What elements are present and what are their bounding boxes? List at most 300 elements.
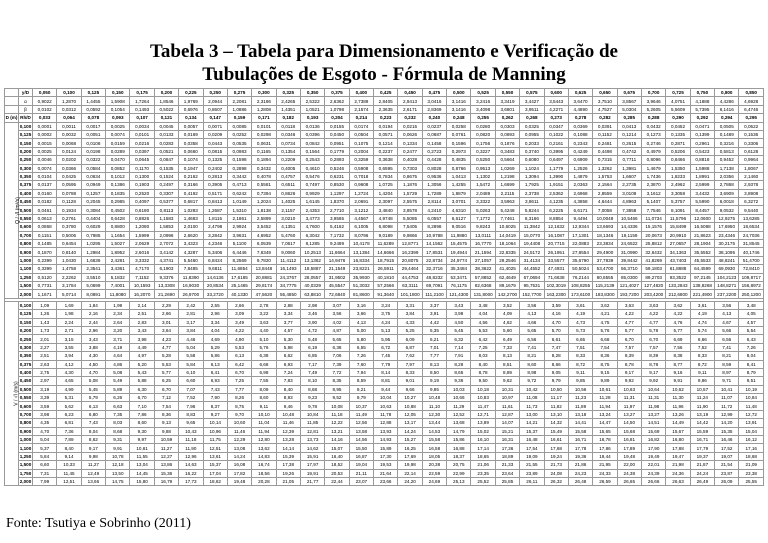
title-line-1: Tabela 3 – Tabela para Dimensionamento e Verificação de [150, 41, 618, 62]
value-cell: 0,0198 [81, 147, 105, 155]
value-cell: 0,3905 [203, 181, 227, 189]
diameter-cell: 1,250 [19, 274, 32, 280]
value-cell: 10,08 [325, 402, 349, 410]
value-cell: 0,5250 [471, 156, 495, 164]
value-cell: 41,4025 [495, 265, 519, 273]
value-cell: 11,6289 [374, 240, 398, 248]
value-cell: 25,8812 [641, 240, 665, 248]
col-header-yd: 0,475 [422, 89, 446, 97]
value-cell: 26,49 [690, 477, 714, 485]
value-cell: 0,0155 [325, 122, 349, 130]
value-cell: 6,1903 [154, 265, 178, 273]
value-cell: 8,59 [349, 377, 373, 385]
col-header-yd: 0,525 [471, 89, 495, 97]
beta-cell: 0,0592 [81, 105, 105, 113]
value-cell: 9,17 [617, 368, 641, 376]
value-cell: 25,55 [739, 477, 764, 485]
diameter-cell: 1,100 [19, 445, 32, 451]
alpha-cell: 1,9769 [179, 97, 203, 105]
col-header-yd: 0,675 [617, 89, 641, 97]
value-cell: 8,83 [179, 410, 203, 418]
value-cell: 3,5510 [81, 273, 105, 281]
value-cell: 0,7834 [374, 172, 398, 180]
value-cell: 1,0725 [374, 181, 398, 189]
value-cell: 6,60 [179, 377, 203, 385]
value-cell: 56,3710 [617, 265, 641, 273]
col-header-yd: 0,550 [495, 89, 519, 97]
value-cell: 17,82 [227, 469, 251, 477]
value-cell: 2,4353 [300, 206, 324, 214]
value-cell: 14,50 [617, 419, 641, 427]
alpha-cell: 2,8405 [374, 97, 398, 105]
value-cell: 0,0118 [276, 122, 300, 130]
value-cell: 13,93 [374, 427, 398, 435]
header-row-yd [5, 89, 764, 97]
value-cell: 0,9608 [349, 181, 373, 189]
value-cell: 4,22 [617, 310, 641, 318]
value-cell: 5,5990 [690, 198, 714, 206]
value-cell: 5,76 [252, 343, 276, 351]
value-cell: 3,0210 [276, 214, 300, 222]
value-cell: 1,2024 [252, 198, 276, 206]
value-cell: 2,6016 [130, 248, 154, 256]
value-cell: 0,0025 [33, 147, 57, 155]
beta-cell: 5,7395 [690, 105, 714, 113]
value-cell: 5,73 [568, 326, 592, 334]
value-cell: 48,8241 [715, 256, 739, 264]
value-cell: 7,25 [471, 343, 495, 351]
value-cell: 12,29 [227, 436, 251, 444]
value-cell: 9,50 [471, 377, 495, 385]
value-cell: 48,8232 [422, 273, 446, 281]
alpha-cell: 2,5322 [300, 97, 324, 105]
value-cell: 4,1235 [544, 198, 568, 206]
value-cell: 2,6968 [568, 189, 592, 197]
value-cell: 2,0100 [179, 223, 203, 231]
value-cell: 14,75 [106, 477, 130, 485]
value-cell: 5,30 [276, 335, 300, 343]
value-cell: 11,85 [300, 419, 324, 427]
value-cell: 7,39 [325, 360, 349, 368]
value-cell: 14,6666 [374, 248, 398, 256]
value-cell: 10,27 [398, 394, 422, 402]
value-cell: 8,60 [130, 419, 154, 427]
value-cell: 9,85 [422, 385, 446, 393]
diameter-cell: 1,500 [19, 283, 32, 289]
value-cell: 8,72 [568, 360, 592, 368]
value-cell: 0,0258 [447, 122, 471, 130]
value-cell: 0,2893 [325, 156, 349, 164]
value-cell: 15,35 [715, 427, 739, 435]
alpha-cell: 1,2870 [57, 97, 81, 105]
value-cell: 4,6952 [252, 231, 276, 239]
value-cell: 15,68 [617, 427, 641, 435]
value-cell: 6,93 [203, 377, 227, 385]
value-cell: 3,09 [227, 310, 251, 318]
alpha-cell: 4,4286 [715, 97, 739, 105]
value-cell: 9,14 [57, 452, 81, 460]
value-cell: 4,40 [252, 326, 276, 334]
value-cell: 8,28 [544, 352, 568, 360]
value-cell: 0,0136 [300, 122, 324, 130]
value-cell: 24,5172 [520, 248, 544, 256]
value-cell: 3,4323 [179, 240, 203, 248]
value-cell: 0,1354 [276, 147, 300, 155]
value-cell: 2,64 [106, 318, 130, 326]
value-cell: 2,66 [154, 310, 178, 318]
value-cell: 8,51 [495, 360, 519, 368]
value-cell: 13,21 [325, 427, 349, 435]
value-cell: 0,0346 [276, 130, 300, 138]
value-cell: 15,39 [276, 452, 300, 460]
value-cell: 10,18 [471, 385, 495, 393]
value-cell: 0,1170 [130, 164, 154, 172]
value-cell: 0,8466 [666, 156, 690, 164]
value-cell: 4,50 [81, 360, 105, 368]
value-cell: 4,70 [33, 427, 57, 435]
value-cell: 11,45 [57, 469, 81, 477]
value-cell: 0,0209 [203, 130, 227, 138]
value-cell: 7,86 [130, 410, 154, 418]
value-cell: 1,5350 [666, 164, 690, 172]
value-cell: 31,4134 [520, 256, 544, 264]
value-cell: 5,79 [81, 394, 105, 402]
value-cell: 5,95 [374, 335, 398, 343]
value-cell: 8,21 [715, 352, 739, 360]
value-cell: 64,4599 [690, 265, 714, 273]
value-cell: 19,98 [398, 461, 422, 469]
value-cell: 8,39 [617, 352, 641, 360]
value-cell: 5,04 [33, 436, 57, 444]
value-cell: 0,2481 [593, 139, 617, 147]
value-cell: 0,0015 [33, 139, 57, 147]
beta-cell: 0,1054 [106, 105, 130, 113]
value-cell: 12,1632 [544, 223, 568, 231]
value-cell: 8,33 [568, 352, 592, 360]
value-cell: 0,0104 [33, 172, 57, 180]
value-cell: 0,0182 [33, 198, 57, 206]
value-cell: 6,98 [252, 368, 276, 376]
value-cell: 29,4900 [593, 248, 617, 256]
value-cell: 0,1165 [252, 147, 276, 155]
value-cell: 12,0600 [690, 214, 714, 222]
col-header-yd: 0,700 [641, 89, 665, 97]
value-cell: 1,4879 [568, 172, 592, 180]
value-cell: 15,50 [349, 444, 373, 452]
value-cell: 3,9565 [325, 214, 349, 222]
value-cell: 8,60 [252, 394, 276, 402]
rhd-cell: 0,159 [227, 114, 251, 122]
value-cell: 9,11 [568, 368, 592, 376]
value-cell: 9,21 [349, 385, 373, 393]
value-cell: 0,3307 [154, 189, 178, 197]
value-cell: 2,7710 [325, 206, 349, 214]
value-cell: 3,01 [154, 318, 178, 326]
value-cell: 6,56 [520, 335, 544, 343]
value-cell: 0,1128 [57, 198, 81, 206]
value-cell: 10,57 [690, 385, 714, 393]
value-cell: 20,28 [252, 477, 276, 485]
value-cell: 8,40 [471, 360, 495, 368]
value-cell: 1,0295 [81, 240, 105, 248]
value-cell: 9,13 [154, 419, 178, 427]
value-cell: 11,61 [495, 402, 519, 410]
value-cell: 0,2813 [203, 172, 227, 180]
value-cell: 3,1612 [641, 189, 665, 197]
value-cell: 2,81 [179, 310, 203, 318]
diameter-cell: 1,100 [19, 266, 32, 272]
value-cell: 14,0419 [495, 231, 519, 239]
value-cell: 25,85 [495, 477, 519, 485]
diameter-cell: 0,375 [19, 182, 32, 188]
table-row [5, 181, 764, 189]
table-row [5, 256, 764, 264]
value-cell: 12,27 [154, 452, 178, 460]
value-cell: 16,1493 [276, 265, 300, 273]
value-cell: 6,3042 [300, 231, 324, 239]
value-cell: 7,10 [130, 402, 154, 410]
value-cell: 1,26 [33, 310, 57, 318]
value-cell: 15,1576 [641, 223, 665, 231]
value-cell: 0,2162 [179, 172, 203, 180]
value-cell: 11,30 [666, 394, 690, 402]
value-cell: 156,8972 [739, 281, 764, 289]
value-cell: 9,11 [690, 368, 714, 376]
value-cell: 9,6811 [203, 265, 227, 273]
value-cell: 0,0358 [179, 139, 203, 147]
value-cell: 8,0891 [81, 290, 105, 298]
table-row [5, 164, 764, 172]
value-cell: 0,0298 [252, 130, 276, 138]
table-row [5, 427, 764, 435]
value-cell: 16,82 [641, 436, 665, 444]
value-cell: 0,8530 [325, 181, 349, 189]
value-cell: 2,0489 [471, 189, 495, 197]
value-cell: 16,71 [690, 436, 714, 444]
beta-cell: 5,2605 [641, 105, 665, 113]
diameter-cell: 0,900 [19, 249, 32, 255]
value-cell: 7,4001 [106, 281, 130, 289]
value-cell: 127,4820 [641, 281, 665, 289]
alpha-cell: 2,2081 [227, 97, 251, 105]
value-cell: 0,0369 [568, 122, 592, 130]
value-cell: 6,13 [227, 352, 251, 360]
value-cell: 2,83 [130, 318, 154, 326]
diameter-cell: 1,000 [19, 437, 32, 443]
beta-cell: 0,5022 [154, 105, 178, 113]
value-cell: 6,85 [300, 352, 324, 360]
value-cell: 8,26 [227, 394, 251, 402]
value-cell: 13,62 [252, 444, 276, 452]
value-cell: 11,97 [617, 402, 641, 410]
beta-cell: 2,6171 [398, 105, 422, 113]
value-cell: 13,50 [106, 469, 130, 477]
value-cell: 2,14 [130, 301, 154, 309]
value-cell: 5,54 [739, 326, 764, 334]
value-cell: 16,58 [422, 444, 446, 452]
value-cell: 9,0060 [276, 248, 300, 256]
value-cell: 22,59 [422, 469, 446, 477]
beta-cell: 1,0521 [300, 105, 324, 113]
value-cell: 12,8771 [398, 240, 422, 248]
alpha-cell: 3,2416 [471, 97, 495, 105]
value-cell: 1,4683 [179, 214, 203, 222]
row-alpha [5, 97, 764, 105]
value-cell: 69,7091 [422, 281, 446, 289]
value-cell: 0,2402 [203, 164, 227, 172]
value-cell: 8,68 [106, 427, 130, 435]
value-cell: 19,07 [715, 452, 739, 460]
value-cell: 121,4300 [447, 290, 471, 298]
value-cell: 163,2300 [544, 290, 568, 298]
value-cell: 0,5581 [252, 181, 276, 189]
alpha-cell: 3,0416 [422, 97, 446, 105]
value-cell: 24,20 [398, 477, 422, 485]
value-cell: 5,1832 [106, 273, 130, 281]
value-cell: 8,98 [520, 368, 544, 376]
table-row [5, 318, 764, 326]
value-cell: 17,79 [690, 444, 714, 452]
value-cell: 10,62 [666, 385, 690, 393]
value-cell: 10,04 [374, 394, 398, 402]
value-cell: 0,8096 [641, 156, 665, 164]
value-cell: 0,3216 [715, 139, 739, 147]
value-cell: 5,49 [106, 377, 130, 385]
value-cell: 3,15 [57, 335, 81, 343]
value-cell: 13,26 [666, 410, 690, 418]
value-cell: 10,03 [447, 385, 471, 393]
value-cell: 111,2100 [422, 290, 446, 298]
value-cell: 0,1399 [690, 130, 714, 138]
value-cell: 5,77 [154, 368, 178, 376]
diameter-cell: 0,300 [19, 165, 32, 171]
value-cell: 21,11 [349, 469, 373, 477]
value-cell: 10,63 [374, 402, 398, 410]
value-cell: 4,46 [179, 335, 203, 343]
value-cell: 4,70 [544, 318, 568, 326]
value-cell: 13,17 [398, 419, 422, 427]
value-cell: 9,0532 [715, 206, 739, 214]
value-cell: 0,0289 [106, 147, 130, 155]
value-cell: 3,98 [130, 335, 154, 343]
value-cell: 9,44 [374, 385, 398, 393]
value-cell: 11,18 [325, 410, 349, 418]
value-cell: 16,87 [349, 452, 373, 460]
value-cell: 9,36 [447, 377, 471, 385]
value-cell: 7,1772 [471, 214, 495, 222]
value-cell: 0,1564 [300, 147, 324, 155]
value-cell: 80,6555 [593, 273, 617, 281]
value-cell: 1,6607 [617, 172, 641, 180]
value-cell: 9,86 [690, 377, 714, 385]
value-cell: 0,3740 [520, 147, 544, 155]
value-cell: 5,45 [81, 385, 105, 393]
value-cell: 10,31 [495, 385, 519, 393]
value-cell: 14,16 [325, 436, 349, 444]
value-cell: 16,88 [447, 444, 471, 452]
value-cell: 0,3780 [57, 223, 81, 231]
value-cell: 15,86 [447, 436, 471, 444]
value-cell: 0,0461 [33, 206, 57, 214]
value-cell: 7,17 [300, 360, 324, 368]
value-cell: 41,8269 [641, 256, 665, 264]
value-cell: 19,48 [227, 477, 251, 485]
value-cell: 16,9030 [179, 281, 203, 289]
value-cell: 1,99 [106, 301, 130, 309]
beta-cell: 6,4746 [739, 105, 764, 113]
value-cell: 4,72 [300, 326, 324, 334]
value-cell: 30,2175 [715, 240, 739, 248]
value-cell: 3,59 [33, 402, 57, 410]
value-cell: 11,6854 [227, 265, 251, 273]
value-cell: 29,2546 [495, 256, 519, 264]
value-cell: 0,0057 [179, 122, 203, 130]
rhd-cell: 0,134 [179, 114, 203, 122]
beta-cell: 1,0798 [325, 105, 349, 113]
value-cell: 7,01 [422, 343, 446, 351]
value-cell: 11,04 [252, 419, 276, 427]
value-cell: 18,1346 [593, 231, 617, 239]
value-cell: 0,0051 [81, 130, 105, 138]
value-cell: 13,8448 [252, 265, 276, 273]
value-cell: 26,09 [715, 477, 739, 485]
value-cell: 7,43 [203, 385, 227, 393]
value-cell: 26,66 [641, 477, 665, 485]
value-cell: 0,1536 [739, 130, 764, 138]
value-cell: 9,85 [568, 377, 592, 385]
value-cell: 18,68 [739, 452, 764, 460]
value-cell: 22,00 [617, 461, 641, 469]
value-cell: 15,58 [422, 436, 446, 444]
value-cell: 1,8991 [690, 172, 714, 180]
value-cell: 9,79 [349, 394, 373, 402]
value-cell: 0,1903 [130, 181, 154, 189]
value-cell: 10,66 [447, 394, 471, 402]
value-cell: 38,3622 [471, 265, 495, 273]
value-cell: 2,96 [203, 310, 227, 318]
value-cell: 7,56 [666, 343, 690, 351]
value-cell: 0,0280 [471, 122, 495, 130]
value-cell: 2,75 [33, 368, 57, 376]
value-cell: 7,31 [33, 469, 57, 477]
alpha-cell: 3,4427 [520, 97, 544, 105]
value-cell: 0,0660 [179, 147, 203, 155]
value-cell: 0,0470 [106, 156, 130, 164]
value-cell: 3,8908 [739, 189, 764, 197]
value-cell: 4,12 [57, 360, 81, 368]
value-cell: 2,3097 [374, 198, 398, 206]
value-cell: 11,5796 [666, 214, 690, 222]
value-cell: 0,0085 [227, 122, 251, 130]
diameter-cell: 0,550 [19, 395, 32, 401]
rhd-cell: 0,294 [715, 114, 739, 122]
value-cell: 5,28 [154, 352, 178, 360]
value-cell: 0,6080 [520, 156, 544, 164]
value-cell: 108,8255 [568, 281, 592, 289]
beta-cell: 0,8607 [203, 105, 227, 113]
value-cell: 7,49 [300, 368, 324, 376]
value-cell: 3,4773 [300, 214, 324, 222]
value-cell: 9,05 [544, 368, 568, 376]
table-row [5, 394, 764, 402]
value-cell: 6,42 [227, 360, 251, 368]
value-cell: 1,8067 [739, 164, 764, 172]
table-row [5, 172, 764, 180]
value-cell: 1,1876 [398, 181, 422, 189]
value-cell: 5,5460 [179, 256, 203, 264]
value-cell: 3,66 [349, 310, 373, 318]
value-cell: 1,0413 [447, 172, 471, 180]
